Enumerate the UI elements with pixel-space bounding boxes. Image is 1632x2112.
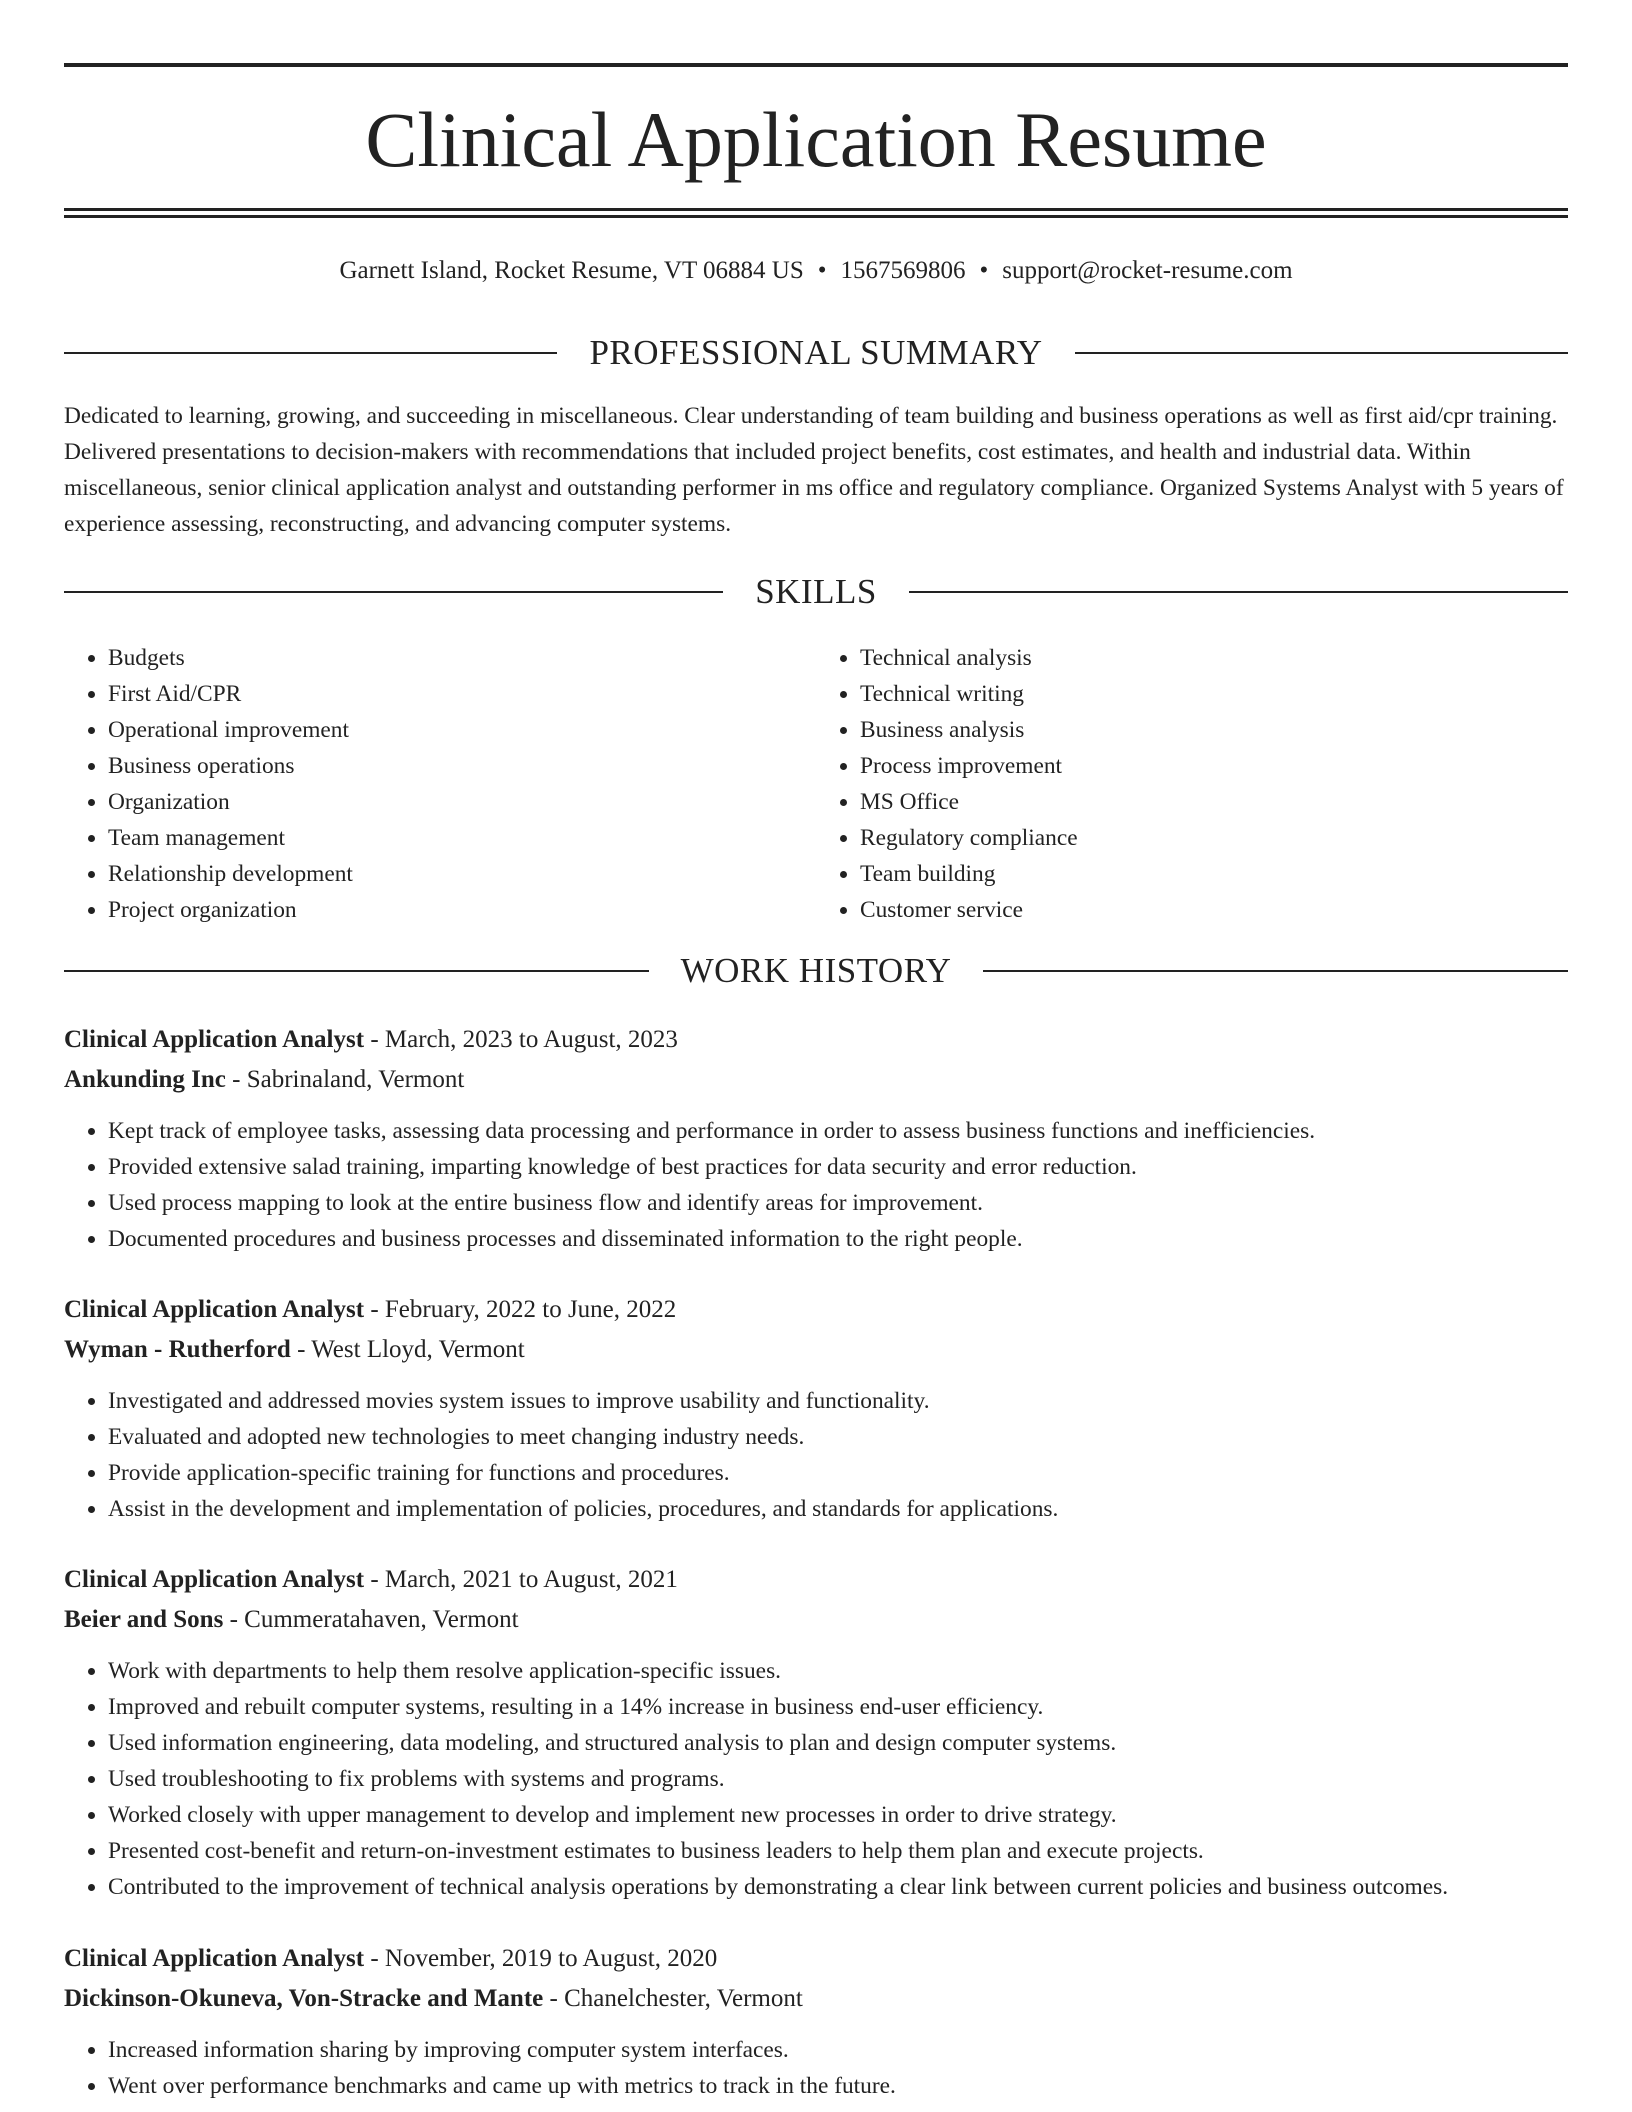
job-bullets <box>64 1383 1568 1527</box>
job-bullet: • Work with departments to help them resolve application-specific issues. <box>108 1653 1568 1689</box>
job-title: Clinical Application Analyst <box>64 1566 365 1593</box>
job-bullets <box>64 1113 1568 1257</box>
heading-rule <box>64 352 557 354</box>
job-bullet: • Provide application-specific training for functions and procedures. <box>108 1455 1568 1491</box>
heading-rule <box>1075 352 1568 354</box>
job-title: Clinical Application Analyst <box>64 1026 365 1053</box>
contact-separator: • <box>817 257 827 284</box>
section-heading-work-history <box>64 951 1568 991</box>
job-company: Dickinson-Okuneva, Von-Stracke and Mante <box>64 1985 544 2012</box>
skills-column-left <box>64 640 816 928</box>
contact-email: support@rocket-resume.com <box>1002 257 1293 284</box>
job-bullet: • Used information engineering, data modeling, and structured analysis to plan and design computer systems. <box>108 1725 1568 1761</box>
skill-item: • Project organization <box>108 892 816 928</box>
job-entry <box>64 1021 1568 1257</box>
job-title-line <box>64 1021 1568 1059</box>
job-bullet: • Assist in the development and implementation of policies, procedures, and standards for applications. <box>108 1491 1568 1527</box>
heading-rule <box>64 970 649 972</box>
top-rule <box>64 63 1568 67</box>
heading-rule <box>64 591 723 593</box>
job-title-line <box>64 1940 1568 1978</box>
contact-separator: • <box>979 257 989 284</box>
job-bullet: • Increased information sharing by improving computer system interfaces. <box>108 2032 1568 2068</box>
job-dates: - March, 2023 to August, 2023 <box>364 1026 678 1053</box>
job-bullets <box>64 2032 1568 2104</box>
skill-item: • Relationship development <box>108 856 816 892</box>
contact-address: Garnett Island, Rocket Resume, VT 06884 US <box>339 257 804 284</box>
job-entry <box>64 1561 1568 1905</box>
skill-item: • Regulatory compliance <box>860 820 1568 856</box>
skill-item: • First Aid/CPR <box>108 676 816 712</box>
job-bullet: • Evaluated and adopted new technologies to meet changing industry needs. <box>108 1419 1568 1455</box>
skills-list <box>64 640 1568 928</box>
job-bullet: • Provided extensive salad training, imparting knowledge of best practices for data security and error reduction. <box>108 1149 1568 1185</box>
job-bullet: • Improved and rebuilt computer systems, resulting in a 14% increase in business end-user efficiency. <box>108 1689 1568 1725</box>
section-title-summary: PROFESSIONAL SUMMARY <box>589 333 1043 372</box>
job-company-line <box>64 1980 1568 2018</box>
job-company-line <box>64 1331 1568 1369</box>
heading-rule <box>909 591 1568 593</box>
job-company: Wyman - Rutherford <box>64 1336 291 1363</box>
skill-item: • Operational improvement <box>108 712 816 748</box>
job-location: - Cummeratahaven, Vermont <box>223 1606 519 1633</box>
job-company-line <box>64 1601 1568 1639</box>
job-title: Clinical Application Analyst <box>64 1296 365 1323</box>
contact-phone: 1567569806 <box>840 257 966 284</box>
resume-title: Clinical Application Resume <box>365 96 1267 183</box>
heading-rule <box>983 970 1568 972</box>
job-company: Beier and Sons <box>64 1606 224 1633</box>
job-bullet: • Presented cost-benefit and return-on-investment estimates to business leaders to help them plan and execute projects. <box>108 1833 1568 1869</box>
skill-item: • Customer service <box>860 892 1568 928</box>
job-bullet: • Went over performance benchmarks and came up with metrics to track in the future. <box>108 2068 1568 2104</box>
section-heading-skills <box>64 572 1568 612</box>
title-double-rule <box>64 208 1568 218</box>
job-title-line <box>64 1291 1568 1329</box>
skill-item: • MS Office <box>860 784 1568 820</box>
job-company-line <box>64 1061 1568 1099</box>
job-dates: - February, 2022 to June, 2022 <box>364 1296 677 1323</box>
job-bullet: • Investigated and addressed movies system issues to improve usability and functionality. <box>108 1383 1568 1419</box>
job-location: - West Lloyd, Vermont <box>290 1336 525 1363</box>
skill-item: • Technical analysis <box>860 640 1568 676</box>
skills-column-right <box>816 640 1568 928</box>
job-location: - Chanelchester, Vermont <box>543 1985 803 2012</box>
job-bullet: • Used process mapping to look at the entire business flow and identify areas for improvement. <box>108 1185 1568 1221</box>
job-bullet: • Documented procedures and business processes and disseminated information to the right people. <box>108 1221 1568 1257</box>
skill-item: • Business analysis <box>860 712 1568 748</box>
skill-item: • Budgets <box>108 640 816 676</box>
contact-line <box>64 256 1568 286</box>
job-title-line <box>64 1561 1568 1599</box>
job-bullet: • Kept track of employee tasks, assessing data processing and performance in order to assess business functions and inefficiencies. <box>108 1113 1568 1149</box>
skill-item: • Team management <box>108 820 816 856</box>
skill-item: • Team building <box>860 856 1568 892</box>
job-dates: - November, 2019 to August, 2020 <box>364 1945 718 1972</box>
skill-item: • Organization <box>108 784 816 820</box>
job-company: Ankunding Inc <box>64 1066 226 1093</box>
job-location: - Sabrinaland, Vermont <box>225 1066 465 1093</box>
skill-item: • Business operations <box>108 748 816 784</box>
section-title-skills: SKILLS <box>755 572 877 611</box>
section-heading-summary <box>64 333 1568 373</box>
skill-item: • Process improvement <box>860 748 1568 784</box>
job-bullet: • Contributed to the improvement of technical analysis operations by demonstrating a clear link between current policies and business outcomes. <box>108 1869 1568 1905</box>
job-bullets <box>64 1653 1568 1905</box>
section-title-work-history: WORK HISTORY <box>680 951 952 990</box>
job-entry <box>64 1940 1568 2104</box>
skill-item: • Technical writing <box>860 676 1568 712</box>
job-entry <box>64 1291 1568 1527</box>
job-bullet: • Used troubleshooting to fix problems with systems and programs. <box>108 1761 1568 1797</box>
job-bullet: • Worked closely with upper management to develop and implement new processes in order to drive strategy. <box>108 1797 1568 1833</box>
job-title: Clinical Application Analyst <box>64 1945 365 1972</box>
job-dates: - March, 2021 to August, 2021 <box>364 1566 678 1593</box>
summary-paragraph: Dedicated to learning, growing, and succeeding in miscellaneous. Clear understanding of team building and business operations as well as first aid/cpr training. Delivered presentations to decision-makers with recommendations that included project benefits, cost estimates, and health and industrial data. Within miscellaneous, senior clinical application analyst and outstanding performer in ms office and regulatory compliance. Organized Systems Analyst with 5 years of experience assessing, reconstructing, and advancing computer systems. <box>64 403 1564 537</box>
